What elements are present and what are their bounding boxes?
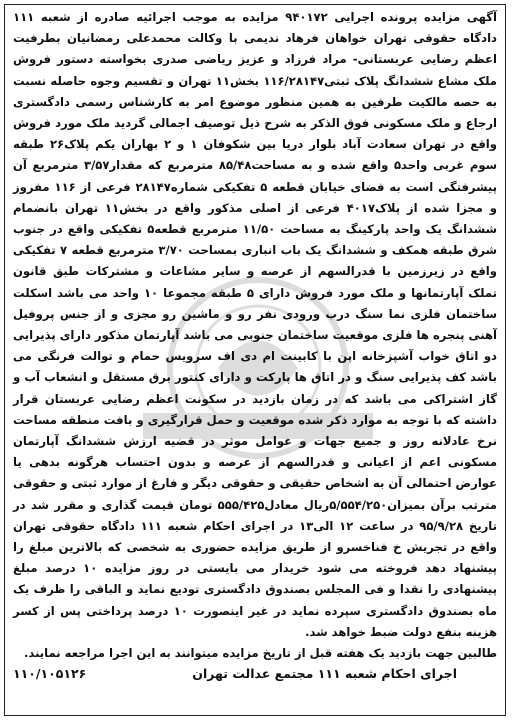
auction-notice <box>4 4 506 716</box>
notice-footer <box>13 666 497 681</box>
notice-body: آگهی مزایده پرونده اجرایی ۹۴۰۱۷۲ مزایده به موجب اجرائیه صادره از شعبه ۱۱۱ دادگاه حقوقی تهران خواهان فرهاد ندیمی با وکالت محمدعلی رمضانیان بطرفیت اعظم رضایی عربستانی- مراد فرزاد و عزیز ریاضی صدری بخواسته دستور فروش ملک مشاع ششدانگ پلاک ثبتی۱۱۶/۲۸۱۴۷ بخش۱۱ تهران و تقسیم وجوه حاصله نسبت به حصه مالکیت طرفین به همین منظور موضوع امر به کارشناس رسمی دادگستری ارجاع و ملک مسکونی فوق الذکر به شرح ذیل توصیف اجمالی گردید ملک مورد فروش واقع در تهران سعادت آباد بلوار دریا بین شکوفان ۱ و ۲ بهاران یکم پلاک۲۶ طبقه سوم غربی واحد۵ واقع شده و به مساحت۸۵/۴۸ مترمربع که مقدار۳/۵۷ مترمربع آن پیشرفتگی است به فضای خیابان قطعه ۵ تفکیکی شماره۲۸۱۴۷ فرعی از ۱۱۶ مفروز و مجزا شده از پلاک۴۰۱۷ فرعی از اصلی مذکور واقع در بخش۱۱ تهران بانضمام ششدانگ یک واحد پارکینگ به مساحت ۱۱/۵۰ مترمربع قطعه۵ تفکیکی واقع در جنوب شرق طبقه همکف و ششدانگ یک باب انباری بمساحت ۳/۷۰ مترمربع قطعه ۷ تفکیکی واقع در زیرزمین با قدرالسهم از عرصه و سایر مشاعات و مشترکات طبق قانون تملک آپارتمانها و ملک مورد فروش دارای ۵ طبقه مجموعا ۱۰ واحد می باشد اسکلت ساختمان فلزی نما سنگ درب ورودی نفر رو و ماشین رو مجزی و از جنس پروفیل آهنی پنجره ها فلزی موقعیت ساختمان جنوبی می باشد آپارتمان مذکور دارای پذیرایی دو اتاق خواب آشپزخانه اپن با کابینت ام دی اف سرویس حمام و توالت فرنگی می باشد کف پذیرایی سنگ و در اتاق ها پارکت و دارای کنتور برق مستقل و انشعاب آب و گاز اشتراکی می باشد که در زمان بازدید در سکونت اعظم رضایی عربستان قرار داشته که با توجه به موارد ذکر شده موقعیت و حمل قرارگیری و بافت منطقه مساحت نرخ عادلانه روز و جمیع جهات و عوامل موثر در قضیه ارزش ششدانگ آپارتمان مسکونی اعم از اعیانی و قدرالسهم از عرصه و بدون احتساب هرگونه بدهی یا عوارض احتمالی آن به اشخاص حقیقی و حقوقی دیگر و فارغ از موارد ثبتی و حقوقی مترتب برآن بمیزان۵/۵۵۴/۲۵۰ریال معادل۵۵۵/۴۲۵ تومان قیمت گذاری و مقرر شد در تاریخ ۹۵/۹/۲۸ در ساعت ۱۲ الی۱۳ در اجرای احکام شعبه ۱۱۱ دادگاه حقوقی تهران واقع در تجریش خ فناخسرو از طریق مزایده حضوری به شخصی که بالاترین مبلغ را پیشنهاد دهد فروخته می شود خریدار می بایستی در روز مزایده ۱۰ درصد مبلغ پیشنهادی را نقدا و فی المجلس بصندوق دادگستری تودیع نماید و الباقی را ظرف یک ماه بصندوق دادگستری سپرده نماید در غیر اینصورت ۱۰ درصد پرداختی پس از کسر هزینه بنفع دولت ضبط خواهد شد. <box>13 10 498 639</box>
closing-line: طالبین جهت بازدید یک هفته قبل از تاریخ مزایده میتوانند به این اجرا مراجعه نمایند. <box>23 646 497 661</box>
notice-code: ۱۱۰/۱۰۵۱۲۶ <box>13 666 87 682</box>
signature-line: اجرای احکام شعبه ۱۱۱ مجتمع عدالت تهران <box>192 666 457 682</box>
